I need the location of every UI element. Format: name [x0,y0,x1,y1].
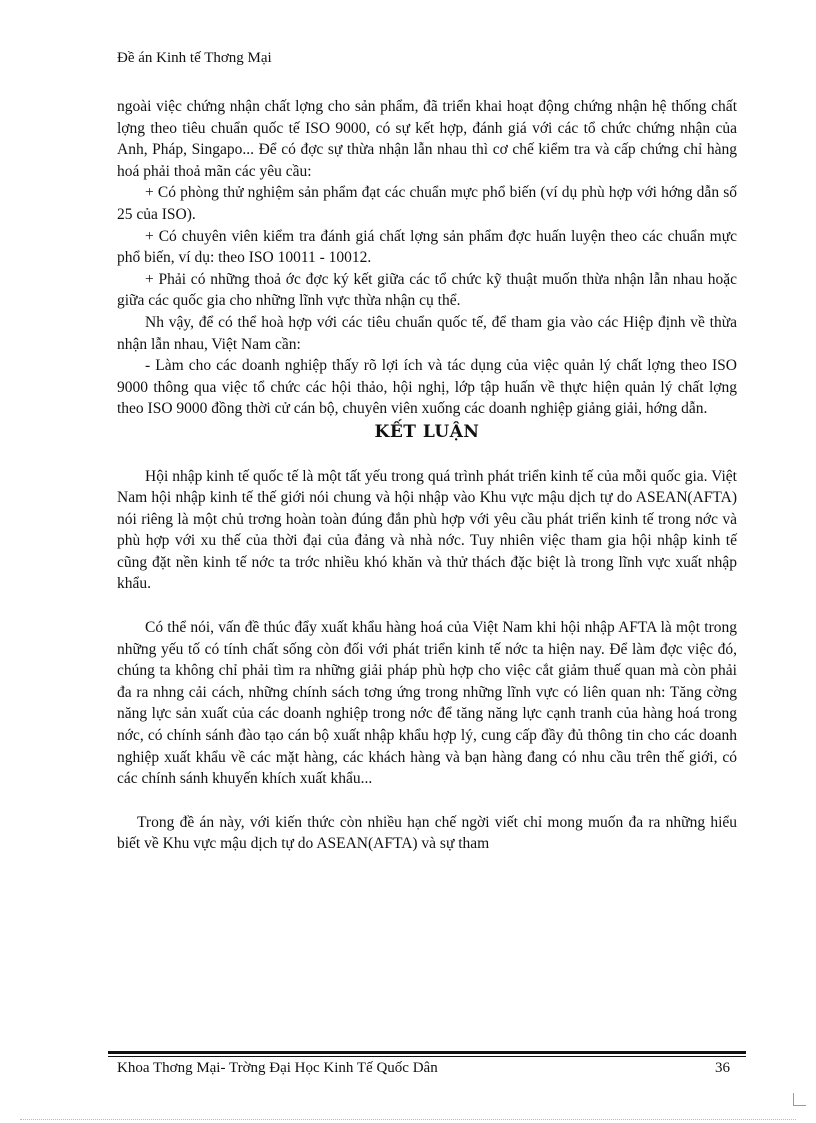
paragraph: Trong đề án này, với kiến thức còn nhiều hạn chế ngời viết chỉ mong muốn đa ra những hiểu biết về Khu vực mậu dịch tự do ASEAN(AFTA) và sự tham [117,813,737,853]
footer-text: Khoa Thơng Mại- Trờng Đại Học Kinh Tế Quốc Dân [117,1060,438,1076]
paragraph: ngoài việc chứng nhận chất lợng cho sản phẩm, đã triển khai hoạt động chứng nhận hệ thống chất lợng theo tiêu chuẩn quốc tế ISO 9000, có sự kết hợp, đánh giá với các tổ chức chứng nhận của Anh, Pháp, Singapo... Để có đợc sự thừa nhận lẫn nhau thì cơ chế kiểm tra và cấp chứng chỉ hàng hoá phải thoả mãn các yêu cầu: [117,98,737,180]
page-corner-mark [793,1093,806,1106]
section-title: KẾT LUẬN [374,421,480,442]
page-number: 36 [715,1060,730,1076]
paragraph: Nh vậy, để có thể hoà hợp với các tiêu chuẩn quốc tế, để tham gia vào các Hiệp định về thừa nhận lẫn nhau, Việt Nam cần: [117,313,737,353]
paragraph: Có thể nói, vấn đề thúc đẩy xuất khẩu hàng hoá của Việt Nam khi hội nhập AFTA là một trong những yếu tố có tính chất sống còn đối với phát triển kinh tế nớc ta hiện nay. Để làm đợc việc đó, chúng ta không chỉ phải tìm ra những giải pháp phù hợp cho việc cắt giảm thuế quan mà còn phải đa ra nhng cải cách, những chính sách tơng ứng trong những lĩnh vực có liên quan nh: Tăng cờng năng lực sản xuất của các doanh nghiệp trong nớc để tăng năng lực cạnh tranh của hàng hoá trong nớc, có chính sánh đào tạo cán bộ xuất nhập khẩu hợp lý, cung cấp đầy đủ thông tin cho các doanh nghiệp xuất khẩu về các mặt hàng, các khách hàng và bạn hàng đang có nhu cầu trên thế giới, có các chính sánh khuyến khích xuất khẩu... [117,619,737,788]
footer-rule-thin [108,1056,746,1057]
page-header: Đề án Kinh tế Thơng Mại [117,50,272,66]
paragraph-gap [117,595,737,617]
footer-rule-thick [108,1051,746,1054]
page-edge-dotted-line [20,1119,796,1120]
paragraph: + Phải có những thoả ớc đợc ký kết giữa các tổ chức kỹ thuật muốn thừa nhận lẫn nhau hoặc giữa các quốc gia cho những lĩnh vực thừa nhận cụ thể. [117,270,737,310]
paragraph-gap [117,790,737,812]
paragraph: - Làm cho các doanh nghiệp thấy rõ lợi ích và tác dụng của việc quản lý chất lợng theo ISO 9000 thông qua việc tổ chức các hội thảo, hội nghị, lớp tập huấn về thực hiện quản lý chất lợng theo ISO 9000 đồng thời cử cán bộ, chuyên viên xuống các doanh nghiệp giảng giải, hớng dẫn. [117,357,737,418]
paragraph: + Có chuyên viên kiểm tra đánh giá chất lợng sản phẩm đợc huấn luyện theo các chuẩn mực phổ biến, ví dụ: theo ISO 10011 - 10012. [117,227,737,267]
paragraph: Hội nhập kinh tế quốc tế là một tất yếu trong quá trình phát triển kinh tế của mỗi quốc gia. Việt Nam hội nhập kinh tế thế giới nói chung và hội nhập vào Khu vực mậu dịch tự do ASEAN(AFTA) nói riêng là một chủ trơng hoàn toàn đúng đắn phù hợp với yêu cầu phát triển kinh tế trong nớc và phù hợp với xu thế của thời đại của đảng và nhà nớc. Tuy nhiên việc tham gia hội nhập kinh tế cũng đặt nền kinh tế nớc ta trớc nhiều khó khăn và thử thách đặc biệt là trong lĩnh vực xuất nhập khẩu. [117,467,737,593]
document-body [117,96,737,855]
paragraph: + Có phòng thử nghiệm sản phẩm đạt các chuẩn mực phổ biến (ví dụ phù hợp với hớng dẫn số 25 của ISO). [117,184,737,223]
